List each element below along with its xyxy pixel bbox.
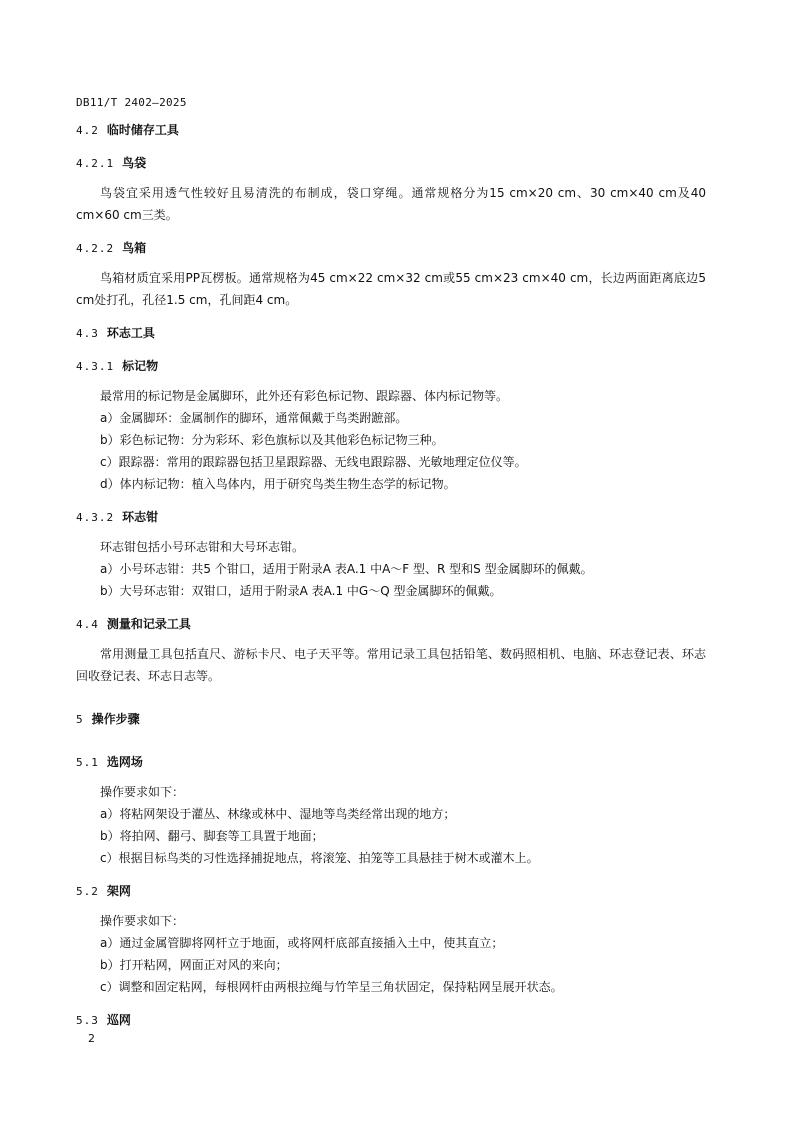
heading-5-2: 5.2 架网	[76, 884, 131, 898]
document-code: DB11/T 2402—2025	[76, 96, 187, 109]
heading-4-3-1: 4.3.1 标记物	[76, 359, 159, 373]
heading-4-3-2: 4.3.2 环志钳	[76, 510, 159, 524]
list-item: b）彩色标记物：分为彩环、彩色旗标以及其他彩色标记物三种。	[100, 433, 444, 447]
paragraph-4-2-2: 鸟箱材质宜采用PP瓦楞板。通常规格为45 cm×22 cm×32 cm或55 cm×23 cm×40 cm，长边两面距离底边5 cm处打孔，孔径1.5 cm，孔间距4 cm。	[76, 271, 706, 307]
paragraph-4-3-2-intro: 环志钳包括小号环志钳和大号环志钳。	[100, 540, 305, 554]
list-item: b）大号环志钳：双钳口，适用于附录A 表A.1 中G～Q 型金属脚环的佩戴。	[100, 584, 502, 598]
paragraph-5-2-intro: 操作要求如下：	[100, 914, 185, 928]
list-item: a）通过金属管脚将网杆立于地面，或将网杆底部直接插入土中，使其直立；	[100, 936, 504, 950]
list-item: c）根据目标鸟类的习性选择捕捉地点，将滚笼、拍笼等工具悬挂于树木或灌木上。	[100, 851, 539, 865]
list-item: a）小号环志钳：共5 个钳口，适用于附录A 表A.1 中A～F 型、R 型和S 型金属脚环的佩戴。	[100, 562, 593, 576]
heading-4-2-2: 4.2.2 鸟箱	[76, 241, 147, 255]
heading-5: 5 操作步骤	[76, 712, 140, 726]
paragraph-5-1-intro: 操作要求如下：	[100, 785, 185, 799]
document-body	[76, 120, 706, 1031]
list-item: a）将粘网架设于灌丛、林缘或林中、湿地等鸟类经常出现的地方；	[100, 807, 456, 821]
list-item: c）跟踪器：常用的跟踪器包括卫星跟踪器、无线电跟踪器、光敏地理定位仪等。	[100, 455, 527, 469]
list-item: a）金属脚环：金属制作的脚环，通常佩戴于鸟类跗蹠部。	[100, 411, 408, 425]
heading-4-2: 4.2 临时储存工具	[76, 123, 179, 137]
list-item: d）体内标记物：植入鸟体内，用于研究鸟类生物生态学的标记物。	[100, 477, 456, 491]
heading-4-3: 4.3 环志工具	[76, 326, 155, 340]
heading-4-4: 4.4 测量和记录工具	[76, 617, 191, 631]
heading-5-1: 5.1 选网场	[76, 755, 143, 769]
list-item: c）调整和固定粘网，每根网杆由两根拉绳与竹竿呈三角状固定，保持粘网呈展开状态。	[100, 980, 563, 994]
list-item: b）打开粘网，网面正对风的来向；	[100, 958, 288, 972]
heading-5-3: 5.3 巡网	[76, 1013, 131, 1027]
list-item: b）将拍网、翻弓、脚套等工具置于地面；	[100, 829, 324, 843]
paragraph-4-3-1-intro: 最常用的标记物是金属脚环，此外还有彩色标记物、跟踪器、体内标记物等。	[100, 389, 509, 403]
page-number: 2	[88, 1032, 95, 1045]
paragraph-4-4: 常用测量工具包括直尺、游标卡尺、电子天平等。常用记录工具包括铅笔、数码照相机、电脑、环志登记表、环志回收登记表、环志日志等。	[76, 647, 706, 683]
paragraph-4-2-1: 鸟袋宜采用透气性较好且易清洗的布制成，袋口穿绳。通常规格分为15 cm×20 cm、30 cm×40 cm及40 cm×60 cm三类。	[76, 186, 706, 222]
heading-4-2-1: 4.2.1 鸟袋	[76, 156, 147, 170]
